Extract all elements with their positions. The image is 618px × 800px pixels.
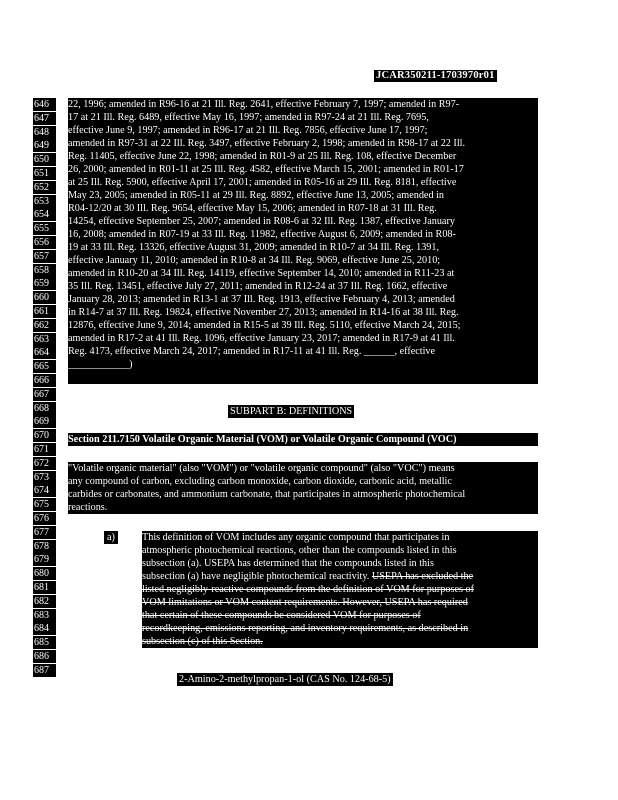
subpart-title: SUBPART B: DEFINITIONS	[230, 406, 353, 417]
line-number: 678	[33, 540, 56, 553]
line-number: 652	[33, 181, 56, 194]
document-id: JCAR350211-1703970r01	[376, 70, 495, 81]
text-line: 17 at 21 Ill. Reg. 6489, effective May 16, 1997; amended in R97-24 at 21 Ill. Reg. 7695,	[68, 112, 429, 123]
text-line: that certain of these compounds be considered VOM for purposes of	[142, 610, 421, 621]
text-line: 22, 1996; amended in R96-16 at 21 Ill. Reg. 2641, effective February 7, 1997; amended in R97-	[68, 99, 460, 110]
line-number: 646	[33, 98, 56, 111]
text-line: 12876, effective June 9, 2014; amended in R15-5 at 39 Ill. Reg. 5110, effective March 24, 2015;	[68, 320, 461, 331]
text-line: This definition of VOM includes any organic compound that participates in	[142, 532, 450, 543]
line-number: 679	[33, 553, 56, 566]
line-number: 651	[33, 167, 56, 180]
text-line: 19 at 33 Ill. Reg. 13326, effective August 31, 2009; amended in R10-7 at 34 Ill. Reg. 1391,	[68, 242, 440, 253]
line-number: 653	[33, 195, 56, 208]
line-number: 684	[33, 622, 56, 635]
text-line: any compound of carbon, excluding carbon monoxide, carbon dioxide, carbonic acid, metallic	[68, 476, 452, 487]
line-number: 649	[33, 139, 56, 152]
line-number: 665	[33, 360, 56, 373]
text-line: recordkeeping, emissions reporting, and inventory requirements, as described in	[142, 623, 469, 634]
subsection-marker: a)	[104, 531, 118, 544]
line-number: 666	[33, 374, 56, 387]
text-line: Reg. 4173, effective March 24, 2017; amended in R17-11 at 41 Ill. Reg. ______, effective	[68, 346, 436, 357]
line-number: 659	[33, 277, 56, 290]
line-number: 647	[33, 112, 56, 125]
text-line: 35 Ill. Reg. 13451, effective July 27, 2011; amended in R12-24 at 37 Ill. Reg. 1662, effective	[68, 281, 448, 292]
line-number: 663	[33, 333, 56, 346]
text-line: atmospheric photochemical reactions, other than the compounds listed in this	[142, 545, 457, 556]
line-number: 668	[33, 402, 56, 415]
line-number: 676	[33, 512, 56, 525]
text-line: subsection (a). USEPA has determined that the compounds listed in this	[142, 558, 434, 569]
line-number: 660	[33, 291, 56, 304]
source-history-block	[68, 98, 538, 384]
text-line: "Volatile organic material" (also "VOM") or "volatile organic compound" (also "VOC") means	[68, 463, 455, 474]
line-number: 669	[33, 415, 56, 428]
line-number: 680	[33, 567, 56, 580]
line-number: 671	[33, 443, 56, 456]
line-number: 672	[33, 457, 56, 470]
line-number: 650	[33, 153, 56, 166]
line-number: 685	[33, 636, 56, 649]
text-line: May 23, 2005; amended in R05-11 at 29 Ill. Reg. 8892, effective June 13, 2005; amended in	[68, 190, 445, 201]
line-number: 687	[33, 664, 56, 677]
text-line: January 28, 2013; amended in R13-1 at 37 Ill. Reg. 1913, effective February 4, 2013; amended	[68, 294, 455, 305]
text-line: effective January 11, 2010; amended in R10-8 at 34 Ill. Reg. 9069, effective June 25, 2010;	[68, 255, 441, 266]
line-number: 674	[33, 484, 56, 497]
line-number: 670	[33, 429, 56, 442]
subsection-a-paragraph	[142, 531, 538, 648]
line-number: 664	[33, 346, 56, 359]
text-line: carbides or carbonates, and ammonium carbonate, that participates in atmospheric photochemical	[68, 489, 466, 500]
text-line: amended in R10-20 at 34 Ill. Reg. 14119, effective September 14, 2010; amended in R11-23 at	[68, 268, 455, 279]
text-line: effective June 9, 1997; amended in R96-17 at 21 Ill. Reg. 7856, effective June 17, 1997;	[68, 125, 428, 136]
text-line: amended in R97-31 at 22 Ill. Reg. 3497, effective February 2, 1998; amended in R98-17 at 22 Ill.	[68, 138, 466, 149]
line-number: 681	[33, 581, 56, 594]
line-number: 661	[33, 305, 56, 318]
definition-paragraph	[68, 462, 538, 514]
text-line: amended in R17-2 at 41 Ill. Reg. 1096, effective January 23, 2017; amended in R17-9 at 41 Ill.	[68, 333, 455, 344]
line-number: 683	[33, 609, 56, 622]
text-line: listed negligibly-reactive compounds from the definition of VOM for purposes of	[142, 584, 474, 595]
text-line: 26, 2000; amended in R01-11 at 25 Ill. Reg. 4582, effective March 15, 2001; amended in R01-17	[68, 164, 464, 175]
text-line: Reg. 11405, effective June 22, 1998; amended in R01-9 at 25 Ill. Reg. 108, effective December	[68, 151, 457, 162]
text-line: ____________)	[68, 359, 133, 370]
line-number: 657	[33, 250, 56, 263]
line-number: 648	[33, 126, 56, 139]
section-heading: Section 211.7150 Volatile Organic Material (VOM) or Volatile Organic Compound (VOC)	[68, 433, 538, 446]
line-number: 677	[33, 526, 56, 539]
line-number: 662	[33, 319, 56, 332]
line-number: 686	[33, 650, 56, 663]
text-line: 14254, effective September 25, 2007; amended in R08-6 at 32 Ill. Reg. 1387, effective January	[68, 216, 455, 227]
text-line: reactions.	[68, 502, 108, 513]
line-number: 673	[33, 471, 56, 484]
plain-text: subsection (a) have negligible photochemical reactivity.	[142, 571, 372, 582]
line-number: 682	[33, 595, 56, 608]
line-number: 675	[33, 498, 56, 511]
line-number: 658	[33, 264, 56, 277]
text-line: R04-12/20 at 30 Ill. Reg. 9654, effective May 15, 2006; amended in R07-18 at 31 Ill. Reg.	[68, 203, 437, 214]
text-line	[142, 570, 538, 583]
line-number: 654	[33, 208, 56, 221]
text-line: at 25 Ill. Reg. 5900, effective April 17, 2001; amended in R05-16 at 29 Ill. Reg. 8181, effective	[68, 177, 457, 188]
compound-list-item: 2-Amino-2-methylpropan-1-ol (CAS No. 124-68-5)	[179, 674, 391, 685]
line-number: 655	[33, 222, 56, 235]
line-number: 656	[33, 236, 56, 249]
text-line: in R14-7 at 37 Ill. Reg. 19824, effective November 27, 2013; amended in R14-16 at 38 Ill. Reg.	[68, 307, 459, 318]
text-line: VOM limitations or VOM content requirements. However, USEPA has required	[142, 597, 468, 608]
text-line: subsection (c) of this Section.	[142, 636, 263, 647]
line-number: 667	[33, 388, 56, 401]
text-line: 16, 2008; amended in R07-19 at 33 Ill. Reg. 11982, effective August 6, 2009; amended in R08-	[68, 229, 456, 240]
struck-text: USEPA has excluded the	[371, 571, 474, 582]
